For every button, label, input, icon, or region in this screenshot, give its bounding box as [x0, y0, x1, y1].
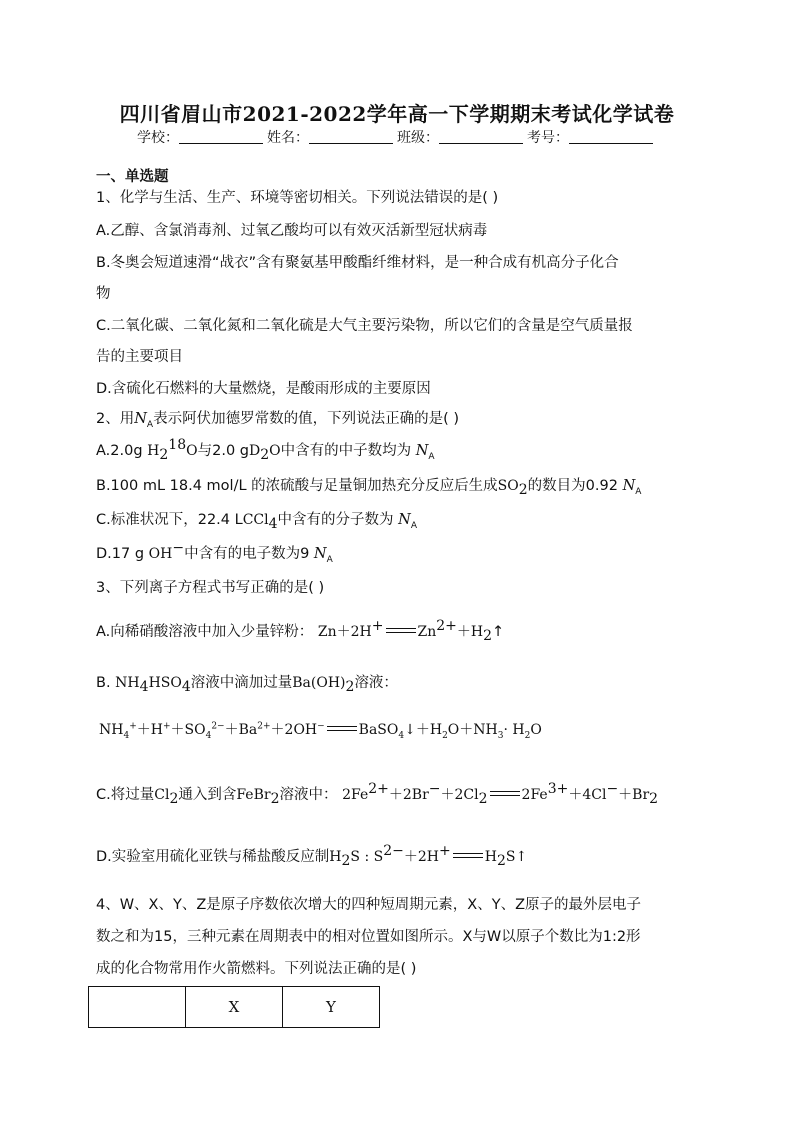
equals-arrow-icon: [386, 628, 416, 633]
q1-option-b-line2: 物: [96, 286, 111, 302]
class-label: 班级：: [397, 130, 439, 146]
q1-option-b-line1: B.冬奥会短道速滑“战衣”含有聚氨基甲酸酯纤维材料，是一种合成有机高分子化合: [96, 255, 619, 271]
q2-option-c: C.标准状况下，22.4 LCCl$_4$中含有的分子数为 $N_A$: [96, 512, 418, 532]
page-title: 四川省眉山市2021-2022学年高一下学期期末考试化学试卷: [119, 102, 675, 126]
q3-option-d: D.实验室用硫化亚铁与稀盐酸反应制$H_2S$ : $S^{2-}+2H^+$ $H_2S↑$: [96, 843, 528, 869]
q3-option-c: C.将过量$Cl_2$通入到含FeBr$_2$溶液中： $2Fe^{2+}+2Br^-+2Cl_2$ $2Fe^{3+}+4Cl^-+Br_2$: [96, 781, 659, 807]
q3-option-a: A.向稀硝酸溶液中加入少量锌粉： Zn＋2H+ $Zn^{2+}+H_2↑$: [96, 618, 505, 644]
q1-option-c-line1: C.二氧化碳、二氧化氮和二氧化硫是大气主要污染物，所以它们的含量是空气质量报: [96, 318, 633, 334]
school-label: 学校：: [137, 130, 179, 146]
table-cell: X: [186, 987, 283, 1028]
name-label: 姓名：: [267, 130, 309, 146]
q3-option-b-equation: $NH_4^++H^++SO_4^{2-}+Ba^{2+}+2OH^-$ $BaSO_4↓+H_2O+NH_3\cdot H_2O$: [99, 721, 542, 741]
q4-stem-line3: 成的化合物常用作火箭燃料。下列说法正确的是( ): [96, 961, 417, 977]
q1-stem: 1、化学与生活、生产、环境等密切相关。下列说法错误的是( ): [96, 190, 499, 206]
q1-option-c-line2: 告的主要项目: [96, 349, 183, 365]
q1-option-d: D.含硫化石燃料的大量燃烧，是酸雨形成的主要原因: [96, 381, 431, 397]
class-blank[interactable]: [439, 129, 523, 144]
q1-option-a: A.乙醇、含氯消毒剂、过氧乙酸均可以有效灭活新型冠状病毒: [96, 223, 488, 239]
q4-stem-line2: 数之和为15，三种元素在周期表中的相对位置如图所示。X与W以原子个数比为1:2形: [96, 929, 641, 945]
q2-stem: 2、用$N_A$表示阿伏加德罗常数的值，下列说法正确的是( ): [96, 411, 460, 430]
q2-option-b: B.100 mL 18.4 mol/L 的浓硫酸与足量铜加热充分反应后生成$SO_2$的数目为0.92 $N_A$: [96, 478, 642, 498]
q2-option-d: D.17 g OH−中含有的电子数为9 $N_A$: [96, 540, 333, 565]
section-title: 一、单选题: [96, 169, 169, 185]
school-blank[interactable]: [179, 129, 263, 144]
id-blank[interactable]: [569, 129, 653, 144]
q3-stem: 3、下列离子方程式书写正确的是( ): [96, 580, 325, 596]
equals-arrow-icon: [327, 726, 357, 731]
q3-option-b: B. $NH_4HSO_4$溶液中滴加过量$Ba(OH)_2$溶液：: [96, 675, 398, 695]
table-cell: Y: [283, 987, 380, 1028]
q4-stem-line1: 4、W、X、Y、Z是原子序数依次增大的四种短周期元素，X、Y、Z原子的最外层电子: [96, 897, 642, 913]
table-cell: [89, 987, 186, 1028]
periodic-table-fragment: [88, 986, 380, 1028]
equals-arrow-icon: [490, 791, 520, 796]
q2-option-a: A.2.0g $H_2^{18}O$与2.0 $gD_2O$中含有的中子数均为 $N_A$: [96, 437, 435, 463]
equals-arrow-icon: [453, 853, 483, 858]
name-blank[interactable]: [309, 129, 393, 144]
id-label: 考号：: [527, 130, 569, 146]
student-info-line: [0, 127, 794, 147]
